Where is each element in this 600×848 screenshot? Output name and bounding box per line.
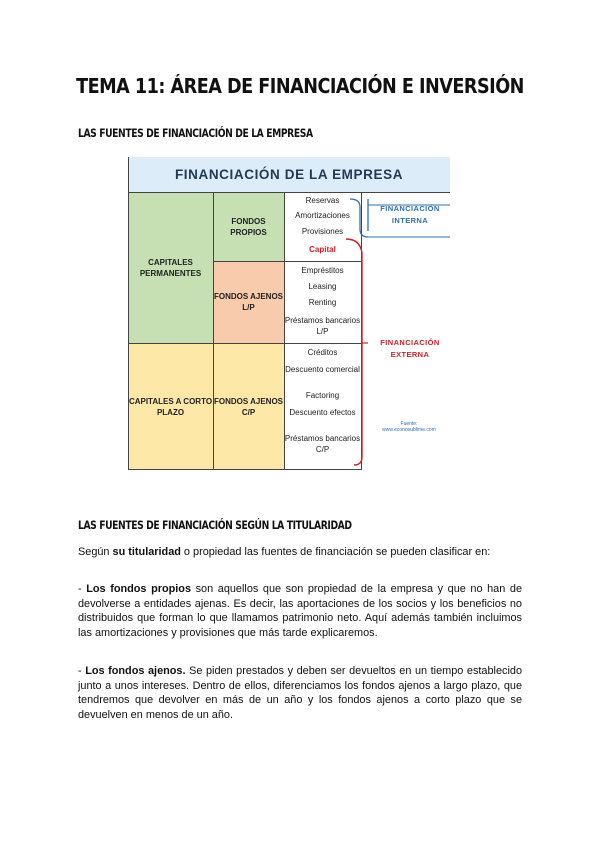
source-label: Fuente: — [400, 421, 418, 427]
item-creditos: Créditos — [307, 348, 338, 357]
fondos-ajenos-cp-cell: FONDOS AJENOS C/P — [213, 343, 284, 470]
item-prestamos-lp: Préstamos bancarios L/P — [284, 316, 361, 336]
text: son aquellos que son propiedad de la empresa y que no han de devolverse a entidades ajenas. Es decir, las aportaciones de los socios y los beneficios no distribuidos que forman lo que llamamos patrimonio neto. Aquí además también incluimos las amortizaciones y provisiones que más tarde explicaremos. — [78, 583, 523, 639]
page-title: TEMA 11: ÁREA DE FINANCIACIÓN E INVERSIÓN — [76, 74, 524, 98]
financiacion-externa-label: FINANCIACIÓN EXTERNA — [380, 338, 440, 359]
item-descuento-comercial: Descuento comercial — [285, 365, 360, 374]
section-heading-titularidad: LAS FUENTES DE FINANCIACIÓN SEGÚN LA TITULARIDAD — [78, 518, 352, 532]
paragraph-intro — [78, 545, 522, 560]
fondos-propios-cell: FONDOS PROPIOS — [213, 193, 284, 261]
bold-text: Los fondos ajenos. — [85, 665, 186, 677]
capitales-corto-plazo-cell: CAPITALES A CORTO PLAZO — [128, 343, 213, 470]
item-reservas: Reservas — [305, 196, 340, 205]
item-capital: Capital — [309, 245, 336, 254]
item-factoring: Factoring — [305, 391, 340, 400]
paragraph-fondos-ajenos — [78, 664, 522, 722]
text: - — [78, 665, 86, 677]
text: o propiedad las fuentes de financiación se pueden clasificar en: — [180, 546, 491, 558]
item-leasing: Leasing — [308, 282, 337, 291]
item-amortizaciones: Amortizaciones — [295, 211, 350, 220]
financing-diagram — [128, 157, 468, 470]
fondos-ajenos-lp-cell: FONDOS AJENOS L/P — [213, 261, 284, 343]
item-descuento-efectos: Descuento efectos — [289, 408, 356, 417]
bold-text: su titularidad — [112, 546, 181, 558]
diagram-source — [368, 421, 450, 433]
section-heading-fuentes: LAS FUENTES DE FINANCIACIÓN DE LA EMPRESA — [78, 126, 313, 140]
diagram-header: FINANCIACIÓN DE LA EMPRESA — [128, 157, 450, 193]
item-emprestitos: Empréstitos — [301, 266, 344, 275]
text: - — [78, 583, 87, 595]
externa-brace — [346, 239, 362, 465]
bold-text: Los fondos propios — [86, 583, 192, 595]
item-provisiones: Provisiones — [301, 227, 344, 236]
interna-brace-top — [350, 199, 368, 237]
capitales-permanentes-cell: CAPITALES PERMANENTES — [128, 193, 213, 343]
source-url: www.econosublime.com — [382, 427, 436, 433]
text: Se piden prestados y deben ser devueltos en un tiempo establecido junto a unos intereses. Dentro de ellos, diferenciamos los fondos ajenos a largo plazo, que tendremos que devolver en más de un año y los fondos ajenos a corto plazo que se devuelven en menos de un año. — [78, 665, 523, 721]
financiacion-interna-label: FINANCIACIÓN INTERNA — [380, 204, 440, 225]
text: Según — [78, 546, 113, 558]
paragraph-fondos-propios — [78, 582, 522, 640]
item-prestamos-cp: Préstamos bancarios C/P — [284, 434, 361, 454]
item-renting: Renting — [308, 298, 337, 307]
